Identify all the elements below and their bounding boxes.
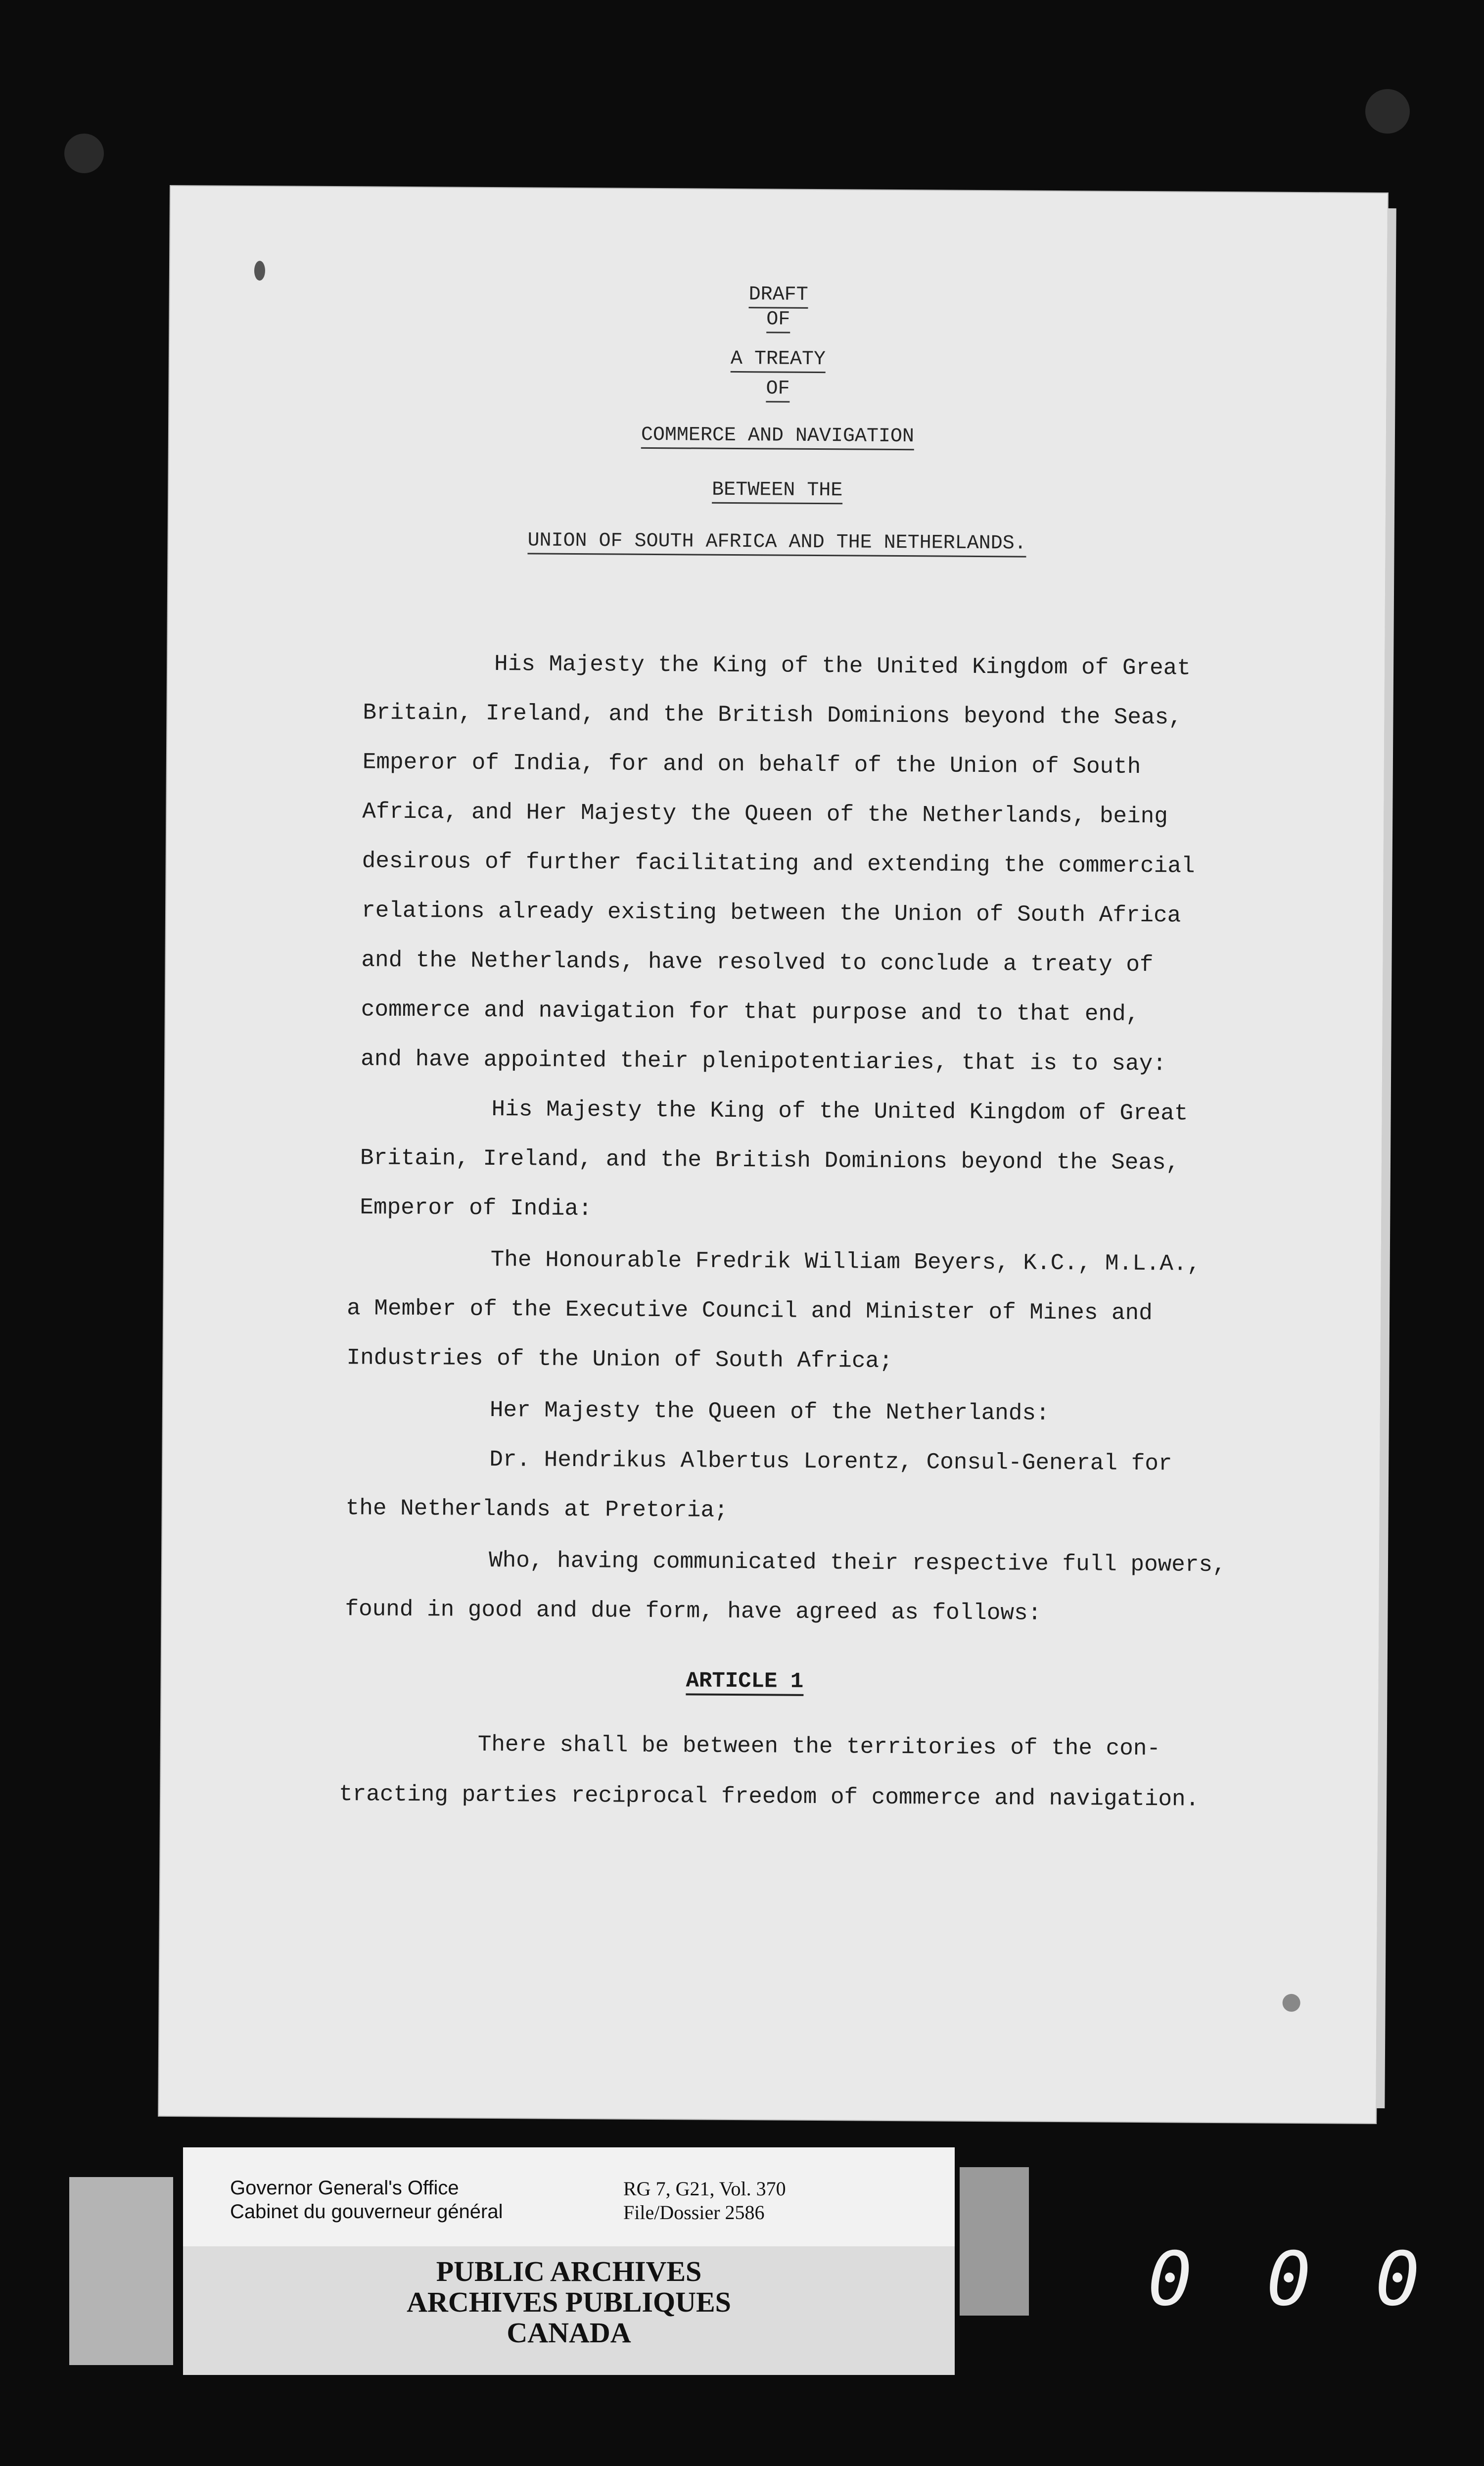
body-line: a Member of the Executive Council and Minister of Mines and: [346, 1295, 1153, 1327]
stamp-line-2: ARCHIVES PUBLIQUES: [407, 2286, 731, 2318]
body-line: commerce and navigation for that purpose and to that end,: [361, 996, 1140, 1027]
file-number: File/Dossier 2586: [623, 2201, 765, 2224]
archive-label: [183, 2147, 955, 2246]
body-line: and have appointed their plenipotentiaries, that is to say:: [361, 1046, 1167, 1077]
film-hole: [1365, 89, 1410, 134]
record-group: RG 7, G21, Vol. 370: [623, 2178, 786, 2200]
article-line: tracting parties reciprocal freedom of commerce and navigation.: [338, 1781, 1200, 1812]
title-between: BETWEEN THE: [169, 475, 1386, 505]
article-heading: ARTICLE 1: [686, 1668, 803, 1694]
body-line: relations already existing between the Union of South Africa: [361, 898, 1181, 929]
body-line: found in good and due form, have agreed as follows:: [345, 1596, 1042, 1626]
body-line: Her Majesty the Queen of the Netherlands:: [489, 1397, 1050, 1426]
body-line: desirous of further facilitating and extending the commercial: [362, 848, 1195, 879]
title-union: UNION OF SOUTH AFRICA AND THE NETHERLANDS.: [169, 527, 1386, 557]
frame-counter-digit: 0: [1148, 2236, 1193, 2323]
title-draft: DRAFT: [170, 280, 1387, 310]
body-line: Industries of the Union of South Africa;: [346, 1345, 893, 1374]
stamp-line-1: PUBLIC ARCHIVES: [436, 2255, 702, 2287]
body-line: the Netherlands at Pretoria;: [345, 1495, 728, 1523]
frame-counter-digit: 0: [1266, 2236, 1311, 2323]
body-line: and the Netherlands, have resolved to conclude a treaty of: [361, 947, 1154, 978]
label-tab: [69, 2177, 173, 2365]
title-a-treaty: A TREATY: [170, 344, 1387, 374]
title-of: OF: [170, 305, 1387, 334]
label-tab: [960, 2167, 1029, 2316]
body-line: His Majesty the King of the United Kingdom of Great: [491, 1096, 1188, 1127]
film-hole: [64, 134, 104, 173]
body-line: The Honourable Fredrik William Beyers, K.C., M.L.A.,: [490, 1246, 1201, 1277]
body-line: Dr. Hendrikus Albertus Lorentz, Consul-General for: [489, 1446, 1172, 1477]
office-name-en: Governor General's Office: [230, 2177, 459, 2199]
body-line: Who, having communicated their respective full powers,: [488, 1547, 1226, 1578]
ink-smudge: [254, 261, 265, 281]
body-line: His Majesty the King of the United Kingdom of Great: [494, 651, 1191, 681]
title-of-2: OF: [169, 374, 1386, 404]
body-line: Britain, Ireland, and the British Dominions beyond the Seas,: [360, 1145, 1180, 1176]
document-page: [159, 186, 1388, 2123]
ink-smudge: [1283, 1994, 1300, 2012]
office-name-fr: Cabinet du gouverneur général: [230, 2201, 503, 2223]
archives-stamp: [183, 2246, 955, 2375]
body-line: Britain, Ireland, and the British Dominions beyond the Seas,: [363, 700, 1182, 731]
body-line: Emperor of India, for and on behalf of the Union of South: [362, 749, 1141, 780]
stamp-line-3: CANADA: [507, 2317, 631, 2349]
body-line: Africa, and Her Majesty the Queen of the Netherlands, being: [362, 799, 1168, 830]
article-line: There shall be between the territories of the con-: [477, 1731, 1161, 1762]
frame-counter-digit: 0: [1375, 2236, 1420, 2323]
body-line: Emperor of India:: [360, 1194, 592, 1222]
title-commerce: COMMERCE AND NAVIGATION: [169, 421, 1386, 451]
